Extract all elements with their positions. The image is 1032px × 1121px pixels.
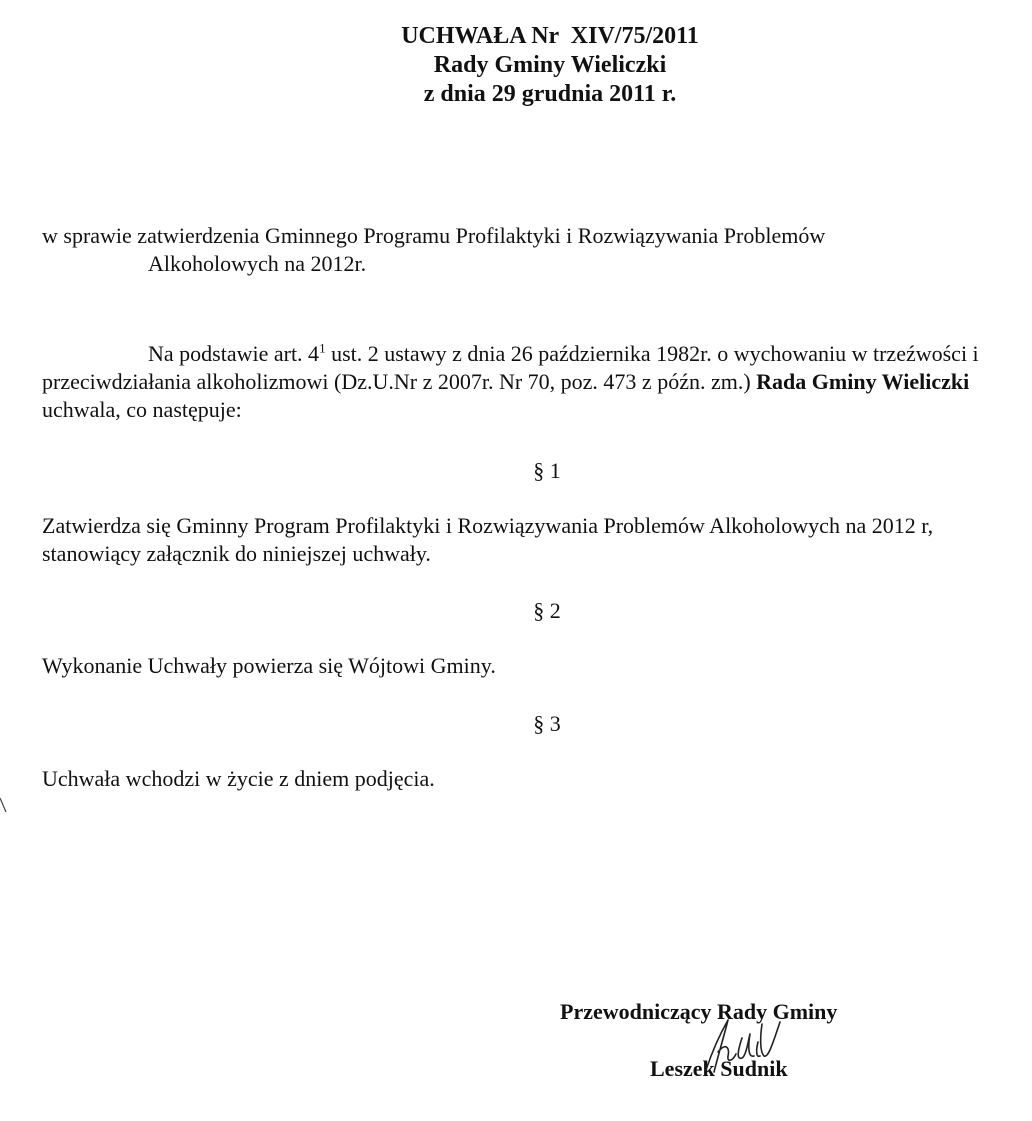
section-sign-3: § 3 [533, 711, 561, 736]
scan-edge-mark [0, 796, 8, 814]
resolution-subject [42, 222, 1002, 278]
article-superscript: 1 [319, 340, 326, 356]
section-text-3: Uchwała wchodzi w życie z dniem podjęcia. [42, 766, 435, 791]
legal-basis-closing: uchwala, co następuje: [42, 397, 242, 422]
subject-line-2: Alkoholowych na 2012r. [148, 251, 367, 276]
legal-basis-intro: Na podstawie art. 4 [148, 341, 320, 366]
resolution-header [0, 22, 1032, 109]
section-sign-1: § 1 [533, 458, 561, 483]
handwritten-signature-icon [698, 1012, 788, 1082]
resolution-number: UCHWAŁA Nr XIV/75/2011 [401, 23, 699, 49]
council-name: Rady Gminy Wieliczki [433, 52, 667, 78]
legal-basis [42, 340, 1012, 424]
section-text-2: Wykonanie Uchwały powierza się Wójtowi Gminy. [42, 653, 496, 678]
section-sign-2: § 2 [533, 598, 561, 623]
resolution-date: z dnia 29 grudnia 2011 r. [423, 81, 677, 107]
signatory-name: Leszek Sudnik [650, 1056, 788, 1081]
council-name-bold: Rada Gminy Wieliczki [756, 369, 970, 394]
section-text-1: Zatwierdza się Gminny Program Profilaktyki i Rozwiązywania Problemów Alkoholowych na 2012 r, stanowiący załącznik do niniejszej uchwały. [42, 513, 934, 566]
legal-basis-body: ust. 2 ustawy z dnia 26 października 1982r. o wychowaniu w trzeźwości i przeciwdziałania alkoholizmowi (Dz.U.Nr z 2007r. Nr 70, poz. 473 z późn. zm.) [42, 341, 979, 394]
signatory-title: Przewodniczący Rady Gminy [560, 999, 838, 1024]
subject-line-1: w sprawie zatwierdzenia Gminnego Programu Profilaktyki i Rozwiązywania Problemów [42, 223, 826, 248]
